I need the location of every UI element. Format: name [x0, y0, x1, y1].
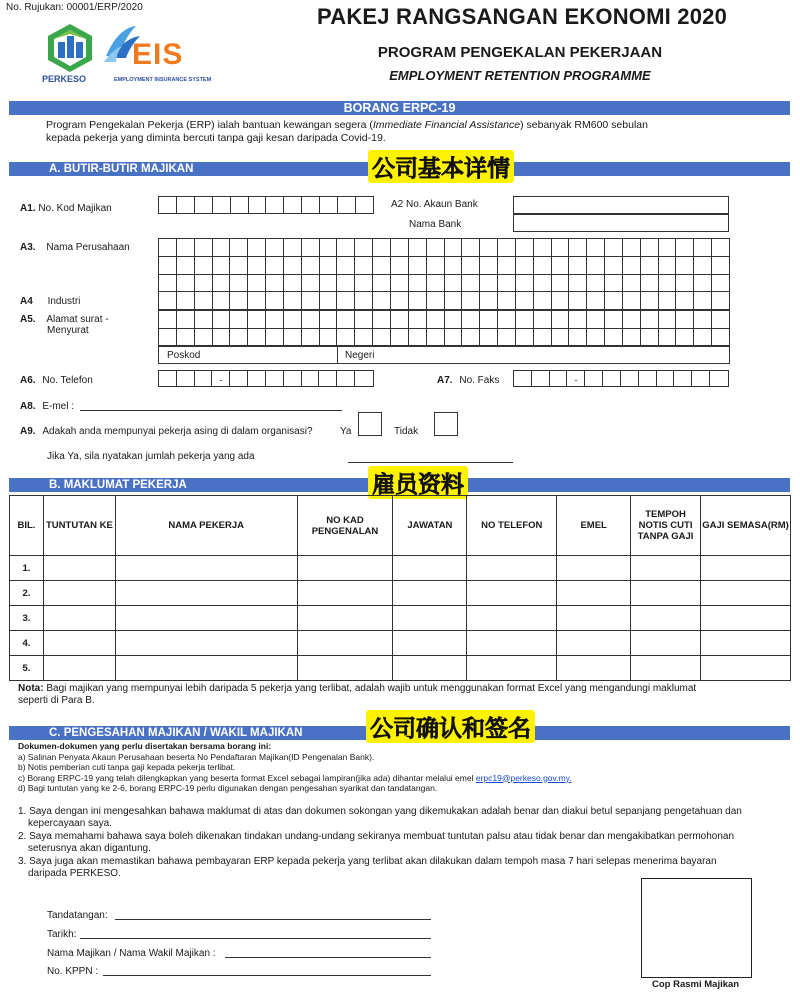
column-header: TEMPOH NOTIS CUTI TANPA GAJI: [631, 496, 701, 556]
table-cell-input[interactable]: [467, 631, 557, 656]
a5-label: A5. Alamat surat -: [20, 314, 109, 325]
table-cell-input[interactable]: [467, 556, 557, 581]
document-item-d: d) Bagi tuntutan yang ke 2-6, borang ERPC-19 perlu digunakan dengan pengesahan syarikat dan tandatangan.: [18, 783, 438, 793]
perkeso-eis-logo: [40, 22, 212, 86]
table-cell-input[interactable]: [557, 631, 631, 656]
reference-number: No. Rujukan: 00001/ERP/2020: [6, 2, 143, 13]
table-cell-input[interactable]: [557, 656, 631, 681]
employer-name-label: Nama Majikan / Nama Wakil Majikan :: [47, 948, 216, 959]
yes-checkbox[interactable]: [358, 412, 382, 436]
table-cell-input[interactable]: [43, 556, 115, 581]
official-stamp-box[interactable]: [641, 878, 752, 978]
signature-label: Tandatangan:: [47, 910, 108, 921]
table-cell-input[interactable]: [557, 606, 631, 631]
table-cell-input[interactable]: [43, 606, 115, 631]
declaration-3-cont: daripada PERKESO.: [28, 867, 121, 879]
email-input[interactable]: [80, 398, 342, 411]
a8-label: A8. E-mel :: [20, 401, 75, 412]
column-header: NAMA PEKERJA: [115, 496, 297, 556]
date-label: Tarikh:: [47, 929, 77, 940]
declaration-2: 2. Saya memahami bahawa saya boleh dikenakan tindakan undang-undang sekiranya membuat tuntutan palsu atau tidak benar dan mengakibatkan permohonan: [18, 831, 735, 842]
programme-title-english: EMPLOYMENT RETENTION PROGRAMME: [389, 68, 651, 83]
kppn-input[interactable]: [103, 963, 431, 976]
signature-input[interactable]: [115, 907, 431, 920]
date-input[interactable]: [80, 926, 431, 939]
table-cell-input[interactable]: [43, 631, 115, 656]
table-cell-input[interactable]: [393, 631, 467, 656]
table-cell-input[interactable]: [115, 556, 297, 581]
foreign-worker-count-label: Jika Ya, sila nyatakan jumlah pekerja yang ada: [47, 451, 255, 462]
form-name-band: BORANG ERPC-19: [9, 101, 790, 115]
table-row: [10, 606, 791, 631]
table-cell-input[interactable]: [467, 656, 557, 681]
table-cell-input[interactable]: [467, 581, 557, 606]
kppn-label: No. KPPN :: [47, 966, 99, 977]
document-item-a: a) Salinan Penyata Akaun Perusahaan beserta No Pendaftaran Majikan(ID Pengenalan Bank).: [18, 751, 375, 762]
table-cell-input[interactable]: [557, 581, 631, 606]
foreign-worker-count-input[interactable]: [348, 450, 513, 463]
page-title: PAKEJ RANGSANGAN EKONOMI 2020: [316, 4, 728, 29]
programme-title: PROGRAM PENGEKALAN PEKERJAAN: [377, 44, 663, 61]
bank-name-label: Nama Bank: [409, 219, 462, 230]
row-number: 3.: [10, 606, 44, 631]
table-row: [10, 556, 791, 581]
documents-list: [18, 741, 788, 794]
a3-label: A3. Nama Perusahaan: [20, 242, 130, 253]
table-cell-input[interactable]: [115, 631, 297, 656]
table-cell-input[interactable]: [297, 556, 393, 581]
intro-text-1: Program Pengekalan Pekerja (ERP) ialah bantuan kewangan segera (: [46, 119, 373, 131]
table-cell-input[interactable]: [701, 606, 791, 631]
postcode-label: Poskod: [167, 350, 201, 361]
intro-text-2: ) sebanyak RM600 sebulan: [520, 119, 648, 131]
table-cell-input[interactable]: [43, 656, 115, 681]
table-cell-input[interactable]: [297, 581, 393, 606]
section-a-overlay-caption: 公司基本详情: [368, 150, 514, 183]
eis-logo-subtext: EMPLOYMENT INSURANCE SYSTEM: [114, 77, 212, 83]
declaration-2-cont: seterusnya akan digantung.: [28, 842, 151, 854]
table-cell-input[interactable]: [297, 631, 393, 656]
a6-label: A6. No. Telefon: [20, 375, 93, 386]
declarations: [18, 806, 788, 879]
perkeso-logo-text: PERKESO: [42, 74, 87, 84]
table-cell-input[interactable]: [631, 606, 701, 631]
a2-label: A2 No. Akaun Bank: [391, 199, 478, 210]
row-number: 5.: [10, 656, 44, 681]
row-number: 4.: [10, 631, 44, 656]
table-cell-input[interactable]: [115, 606, 297, 631]
intro-text-italic: Immediate Financial Assistance: [372, 119, 521, 131]
column-header: BIL.: [10, 496, 44, 556]
intro-paragraph: [46, 119, 746, 144]
employer-code-input[interactable]: [158, 196, 374, 214]
table-cell-input[interactable]: [701, 631, 791, 656]
section-c-header: C. PENGESAHAN MAJIKAN / WAKIL MAJIKAN: [9, 726, 790, 740]
column-header: GAJI SEMASA(RM): [701, 496, 791, 556]
table-cell-input[interactable]: [631, 556, 701, 581]
intro-text-3: kepada pekerja yang diminta bercuti tanpa gaji kesan daripada Covid-19.: [46, 131, 386, 144]
declaration-1: 1. Saya dengan ini mengesahkan bahawa maklumat di atas dan dokumen sokongan yang dikemukakan adalah benar dan diakui betul sepanjang pengetahuan dan: [18, 806, 742, 817]
table-cell-input[interactable]: [43, 581, 115, 606]
column-header: EMEL: [557, 496, 631, 556]
a5-label-line2: Menyurat: [47, 325, 89, 336]
table-cell-input[interactable]: [631, 631, 701, 656]
table-note: Nota: Bagi majikan yang mempunyai lebih daripada 5 pekerja yang terlibat, adalah wajib untuk menggunakan format Excel yang mengandungi maklumat seperti di Para B.: [18, 683, 697, 706]
no-label: Tidak: [394, 426, 419, 437]
table-cell-input[interactable]: [393, 656, 467, 681]
table-header-row: [10, 496, 791, 556]
phone-input[interactable]: -: [158, 370, 374, 387]
eis-logo-text: EIS: [132, 38, 184, 71]
yes-label: Ya: [340, 426, 352, 437]
row-number: 1.: [10, 556, 44, 581]
row-number: 2.: [10, 581, 44, 606]
table-cell-input[interactable]: [297, 656, 393, 681]
postcode-state-row: [158, 346, 730, 364]
fax-input[interactable]: -: [513, 370, 729, 387]
state-label: Negeri: [345, 350, 375, 361]
submission-email-link[interactable]: erpc19@perkeso.gov.my.: [475, 772, 572, 783]
table-cell-input[interactable]: [393, 556, 467, 581]
table-row: [10, 656, 791, 681]
document-item-c: c) Borang ERPC-19 yang telah dilengkapkan yang beserta format Excel sebagai lampiran(jika ada) dihantar melalui emel erpc19@perkeso.gov.my.: [18, 772, 572, 783]
column-header: NO TELEFON: [467, 496, 557, 556]
no-checkbox[interactable]: [434, 412, 458, 436]
table-cell-input[interactable]: [393, 606, 467, 631]
declaration-1-cont: kepercayaan saya.: [28, 817, 112, 829]
table-cell-input[interactable]: [557, 556, 631, 581]
table-cell-input[interactable]: [631, 581, 701, 606]
bank-name-input[interactable]: [513, 214, 729, 232]
column-header: JAWATAN: [393, 496, 467, 556]
table-cell-input[interactable]: [701, 656, 791, 681]
a9-label: A9. Adakah anda mempunyai pekerja asing di dalam organisasi?: [20, 426, 313, 437]
table-cell-input[interactable]: [467, 606, 557, 631]
table-row: [10, 631, 791, 656]
table-cell-input[interactable]: [115, 581, 297, 606]
employer-name-input[interactable]: [225, 945, 431, 958]
section-c-overlay-caption: 公司确认和签名: [366, 710, 535, 743]
column-header: TUNTUTAN KE: [43, 496, 115, 556]
section-b-header: B. MAKLUMAT PEKERJA: [9, 478, 790, 492]
official-stamp-label: Cop Rasmi Majikan: [652, 979, 740, 990]
a1-label: A1. No. Kod Majikan: [20, 203, 112, 214]
table-cell-input[interactable]: [297, 606, 393, 631]
table-cell-input[interactable]: [701, 556, 791, 581]
section-b-overlay-caption: 雇员资料: [368, 466, 468, 499]
employee-table: [9, 495, 791, 681]
table-cell-input[interactable]: [393, 581, 467, 606]
company-name-grid[interactable]: [158, 238, 730, 310]
table-row: [10, 581, 791, 606]
document-item-b: b) Notis pemberian cuti tanpa gaji kepada pekerja terlibat.: [18, 762, 236, 772]
table-cell-input[interactable]: [115, 656, 297, 681]
declaration-3: 3. Saya juga akan memastikan bahawa pembayaran ERP kepada pekerja yang terlibat akan dilakukan dalam tempoh masa 7 hari selepas menerima bayaran: [18, 856, 717, 867]
section-a-header: A. BUTIR-BUTIR MAJIKAN: [9, 162, 790, 176]
a7-label: A7. No. Faks: [437, 375, 500, 386]
table-cell-input[interactable]: [701, 581, 791, 606]
bank-account-input[interactable]: [513, 196, 729, 214]
column-header: NO KAD PENGENALAN: [297, 496, 393, 556]
address-grid[interactable]: [158, 310, 730, 346]
documents-heading: Dokumen-dokumen yang perlu disertakan bersama borang ini:: [18, 741, 272, 751]
a4-label: A4 Industri: [20, 296, 81, 307]
table-cell-input[interactable]: [631, 656, 701, 681]
